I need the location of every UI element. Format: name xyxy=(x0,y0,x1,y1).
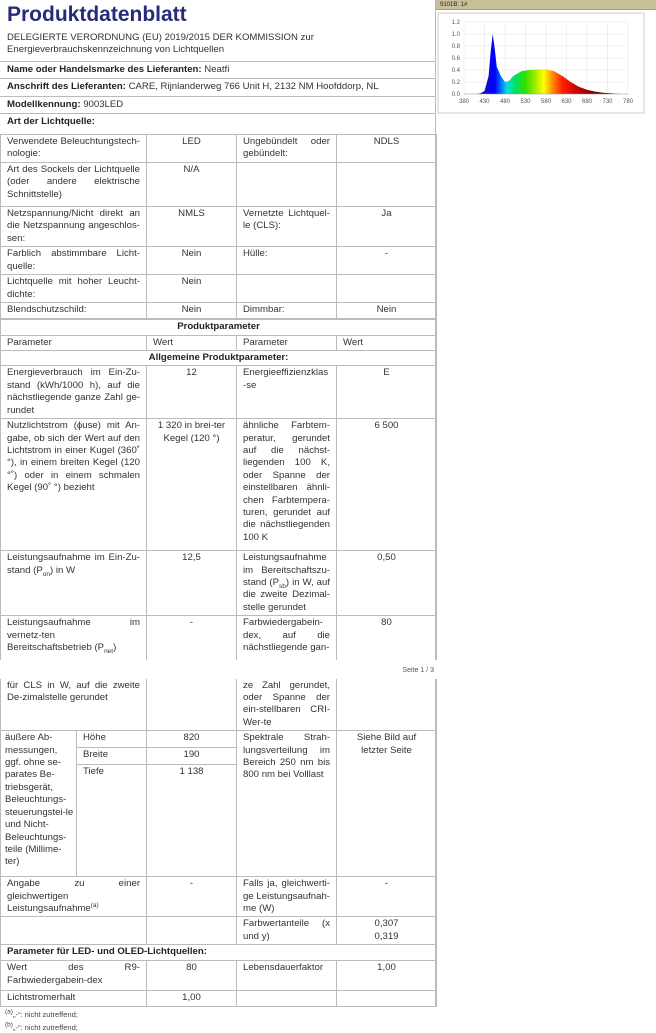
x-tick-label: 730 xyxy=(602,99,613,105)
text: „-“: nicht zutreffend; xyxy=(12,1023,78,1033)
supplier-value: Neatfi xyxy=(204,63,230,75)
col-header: Wert xyxy=(147,335,237,350)
y-tick-label: 1.2 xyxy=(451,20,460,26)
type-value: N/A xyxy=(147,163,237,207)
regulation-text: DELEGIERTE VERORDNUNG (EU) 2019/2015 DER KOMMISSION zur Energieverbrauchskennzeichnung von Lichtquellen xyxy=(7,32,314,56)
param-value: 12,5 xyxy=(147,551,237,616)
col-header: Wert xyxy=(337,335,437,350)
param-label xyxy=(1,616,147,660)
param-label: ze Zahl gerundet, oder Spanne der ein-stellbaren CRI-Wer-te xyxy=(237,679,337,731)
x-value: 0,307 xyxy=(374,918,399,930)
param-value: 1,00 xyxy=(337,961,437,991)
empty-cell xyxy=(337,679,437,731)
param-value: 80 xyxy=(147,961,237,991)
col-header: Parameter xyxy=(1,335,147,350)
type-value: Nein xyxy=(147,247,237,275)
type-value: Nein xyxy=(337,303,437,319)
param-value: 12 xyxy=(147,366,237,419)
superscript: (a) xyxy=(90,901,99,909)
model-label: Modellkennung: xyxy=(7,98,81,110)
type-label: Hülle: xyxy=(237,247,337,275)
type-label: Vernetzte Lichtquel-le (CLS): xyxy=(237,207,337,247)
param-value: E xyxy=(337,366,437,419)
page-number: Seite 1 / 3 xyxy=(0,660,436,679)
type-row xyxy=(1,247,437,275)
chart-title: 9101B: 1# xyxy=(436,0,656,10)
type-value: - xyxy=(337,247,437,275)
text: ) xyxy=(113,641,117,653)
param-label: Lichtstromerhalt xyxy=(1,991,147,1007)
empty-cell xyxy=(237,991,337,1007)
param-value: Siehe Bild auf letzter Seite xyxy=(337,731,437,877)
dim-value: 820 xyxy=(147,731,237,748)
type-heading: Art der Lichtquelle: xyxy=(0,113,436,134)
param-label: Energieverbrauch im Ein-Zu-stand (kWh/1000 h), auf die nächstliegende ganze Zahl ge-rundet xyxy=(1,366,147,419)
text: ) in W, auf die zweite Dezimal-stelle gerundet xyxy=(243,576,330,613)
type-label: Verwendete Beleuchtungstech-nologie: xyxy=(1,135,147,163)
address-row xyxy=(0,78,436,95)
type-row xyxy=(1,135,437,163)
type-row xyxy=(1,303,437,319)
text: Angabe zu einer gleichwertigen Leistungsaufnahme xyxy=(7,878,141,915)
param-value: 0,50 xyxy=(337,551,437,616)
text: ) in W xyxy=(49,564,76,576)
type-row xyxy=(1,207,437,247)
param-value: 1,00 xyxy=(147,991,237,1007)
dim-key: Tiefe xyxy=(77,765,147,877)
x-tick-label: 430 xyxy=(479,99,490,105)
subscript: on xyxy=(42,570,50,578)
type-label xyxy=(237,163,337,207)
params-heading: Produktparameter xyxy=(1,320,437,335)
param-value: - xyxy=(147,877,237,917)
text: „-“: nicht zutreffend; xyxy=(12,1010,78,1020)
type-value: Nein xyxy=(147,275,237,303)
general-params-heading: Allgemeine Produktparameter: xyxy=(1,351,437,366)
model-row xyxy=(0,96,436,113)
address-value: CARE, Rijnlanderweg 766 Unit H, 2132 NM Hoofddorp, NL xyxy=(128,81,379,93)
page-title: Produktdatenblatt xyxy=(7,3,187,26)
y-tick-label: 1.0 xyxy=(451,32,460,38)
type-label: Lichtquelle mit hoher Leucht-dichte: xyxy=(1,275,147,303)
param-label: für CLS in W, auf die zweite De-zimalstelle gerundet xyxy=(1,679,147,731)
spectrum-chart xyxy=(436,0,656,115)
footnote-b xyxy=(0,1020,436,1033)
y-tick-label: 0.8 xyxy=(451,44,460,50)
param-value: 1 320 in brei-ter Kegel (120 °) xyxy=(147,419,237,551)
superscript: (b) xyxy=(5,1021,13,1029)
led-params-heading: Parameter für LED- und OLED-Lichtquellen: xyxy=(1,945,437,961)
plot-frame xyxy=(438,13,644,113)
type-value: Nein xyxy=(147,303,237,319)
type-label: Blendschutzschild: xyxy=(1,303,147,319)
dim-value: 1 138 xyxy=(147,765,237,877)
x-tick-label: 380 xyxy=(458,99,470,105)
x-tick-label: 530 xyxy=(520,99,531,105)
y-tick-label: 0.6 xyxy=(451,56,460,62)
param-value: - xyxy=(147,616,237,660)
product-parameters-table-continued xyxy=(0,679,436,1008)
param-label xyxy=(237,551,337,616)
subscript: sb xyxy=(279,582,286,590)
type-row xyxy=(1,275,437,303)
type-label xyxy=(237,275,337,303)
subscript: net xyxy=(104,647,114,655)
param-value xyxy=(337,917,437,945)
empty-cell xyxy=(147,679,237,731)
light-source-type-table xyxy=(0,134,435,319)
supplier-label: Name oder Handelsmarke des Lieferanten: xyxy=(7,63,202,75)
type-label: Art des Sockels der Lichtquelle (oder andere elektrische Schnittstelle) xyxy=(1,163,147,207)
param-value: 6 500 xyxy=(337,419,437,551)
dim-key: Höhe xyxy=(77,731,147,748)
param-label xyxy=(1,877,147,917)
empty-cell xyxy=(1,917,147,945)
param-label: Farbwertanteile (x und y) xyxy=(237,917,337,945)
spectrum-plot xyxy=(436,10,656,115)
y-tick-label: 0.4 xyxy=(451,68,460,74)
product-datasheet xyxy=(0,0,436,660)
param-label: Wert des R9-Farbwiedergabein-dex xyxy=(1,961,147,991)
y-value: 0,319 xyxy=(374,930,399,942)
type-value: NMLS xyxy=(147,207,237,247)
x-tick-label: 680 xyxy=(581,99,593,105)
type-label: Dimmbar: xyxy=(237,303,337,319)
x-tick-label: 780 xyxy=(622,99,634,105)
x-tick-label: 630 xyxy=(561,99,572,105)
supplier-row xyxy=(0,61,436,78)
type-label: Netzspannung/Nicht direkt an die Netzspannung angeschlos-sen: xyxy=(1,207,147,247)
param-label: Energieeffizienzklas-se xyxy=(237,366,337,419)
product-parameters-table xyxy=(0,319,435,659)
param-value: 80 xyxy=(337,616,437,660)
param-label xyxy=(1,551,147,616)
superscript: (a) xyxy=(5,1008,13,1016)
type-value xyxy=(337,275,437,303)
y-tick-label: 0.0 xyxy=(451,92,460,98)
dim-key: Breite xyxy=(77,748,147,765)
param-label: Falls ja, gleichwerti-ge Leistungsaufnah-me (W) xyxy=(237,877,337,917)
x-tick-label: 480 xyxy=(499,99,511,105)
text: Leistungsaufnahme im vernetz-ten Bereitschaftsbetrieb (P xyxy=(7,617,140,653)
model-value: 9003LED xyxy=(83,98,124,110)
type-value: NDLS xyxy=(337,135,437,163)
text: Leistungsaufnahme im Ein-Zu-stand (P xyxy=(7,552,140,576)
dim-value: 190 xyxy=(147,748,237,765)
type-value xyxy=(337,163,437,207)
dimensions-label: äußere Ab-messungen, ggf. ohne se-parates Be-triebsgerät, Beleuchtungs-steuerungstei-le und Nicht-Beleuchtungs-teile (Millime-ter) xyxy=(1,731,77,877)
col-header: Parameter xyxy=(237,335,337,350)
param-value: - xyxy=(337,877,437,917)
address-label: Anschrift des Lieferanten: xyxy=(7,81,126,93)
param-label: Lebensdauerfaktor xyxy=(237,961,337,991)
param-label: Farbwiedergabein-dex, auf die nächstliegende gan- xyxy=(237,616,337,660)
type-label: Farblich abstimmbare Licht-quelle: xyxy=(1,247,147,275)
x-tick-label: 580 xyxy=(540,99,552,105)
text: Leistungsaufnahme im Bereitschaftszu-stand (P xyxy=(243,552,330,588)
empty-cell xyxy=(337,991,437,1007)
type-row xyxy=(1,163,437,207)
y-tick-label: 0.2 xyxy=(451,80,460,86)
empty-cell xyxy=(147,917,237,945)
type-value: Ja xyxy=(337,207,437,247)
footnote-a xyxy=(0,1007,436,1020)
param-label: ähnliche Farbtem-peratur, gerundet auf die nächst-liegenden 100 K, oder Spanne der einstellbaren ähnli-chen Farbtempera-turen, gerundet auf die nächstliegenden 100 K xyxy=(237,419,337,551)
type-value: LED xyxy=(147,135,237,163)
type-label: Ungebündelt oder gebündelt: xyxy=(237,135,337,163)
param-label: Spektrale Strah-lungsverteilung im Bereich 250 nm bis 800 nm bei Volllast xyxy=(237,731,337,877)
param-label: Nutzlichtstrom (ϕuse) mit An-gabe, ob sich der Wert auf den Lichtstrom in einer Kugel (360˚ °), in einem breiten Kegel (120 °˚) oder in einem schmalen Kegel (90˚ °) bezieht xyxy=(1,419,147,551)
